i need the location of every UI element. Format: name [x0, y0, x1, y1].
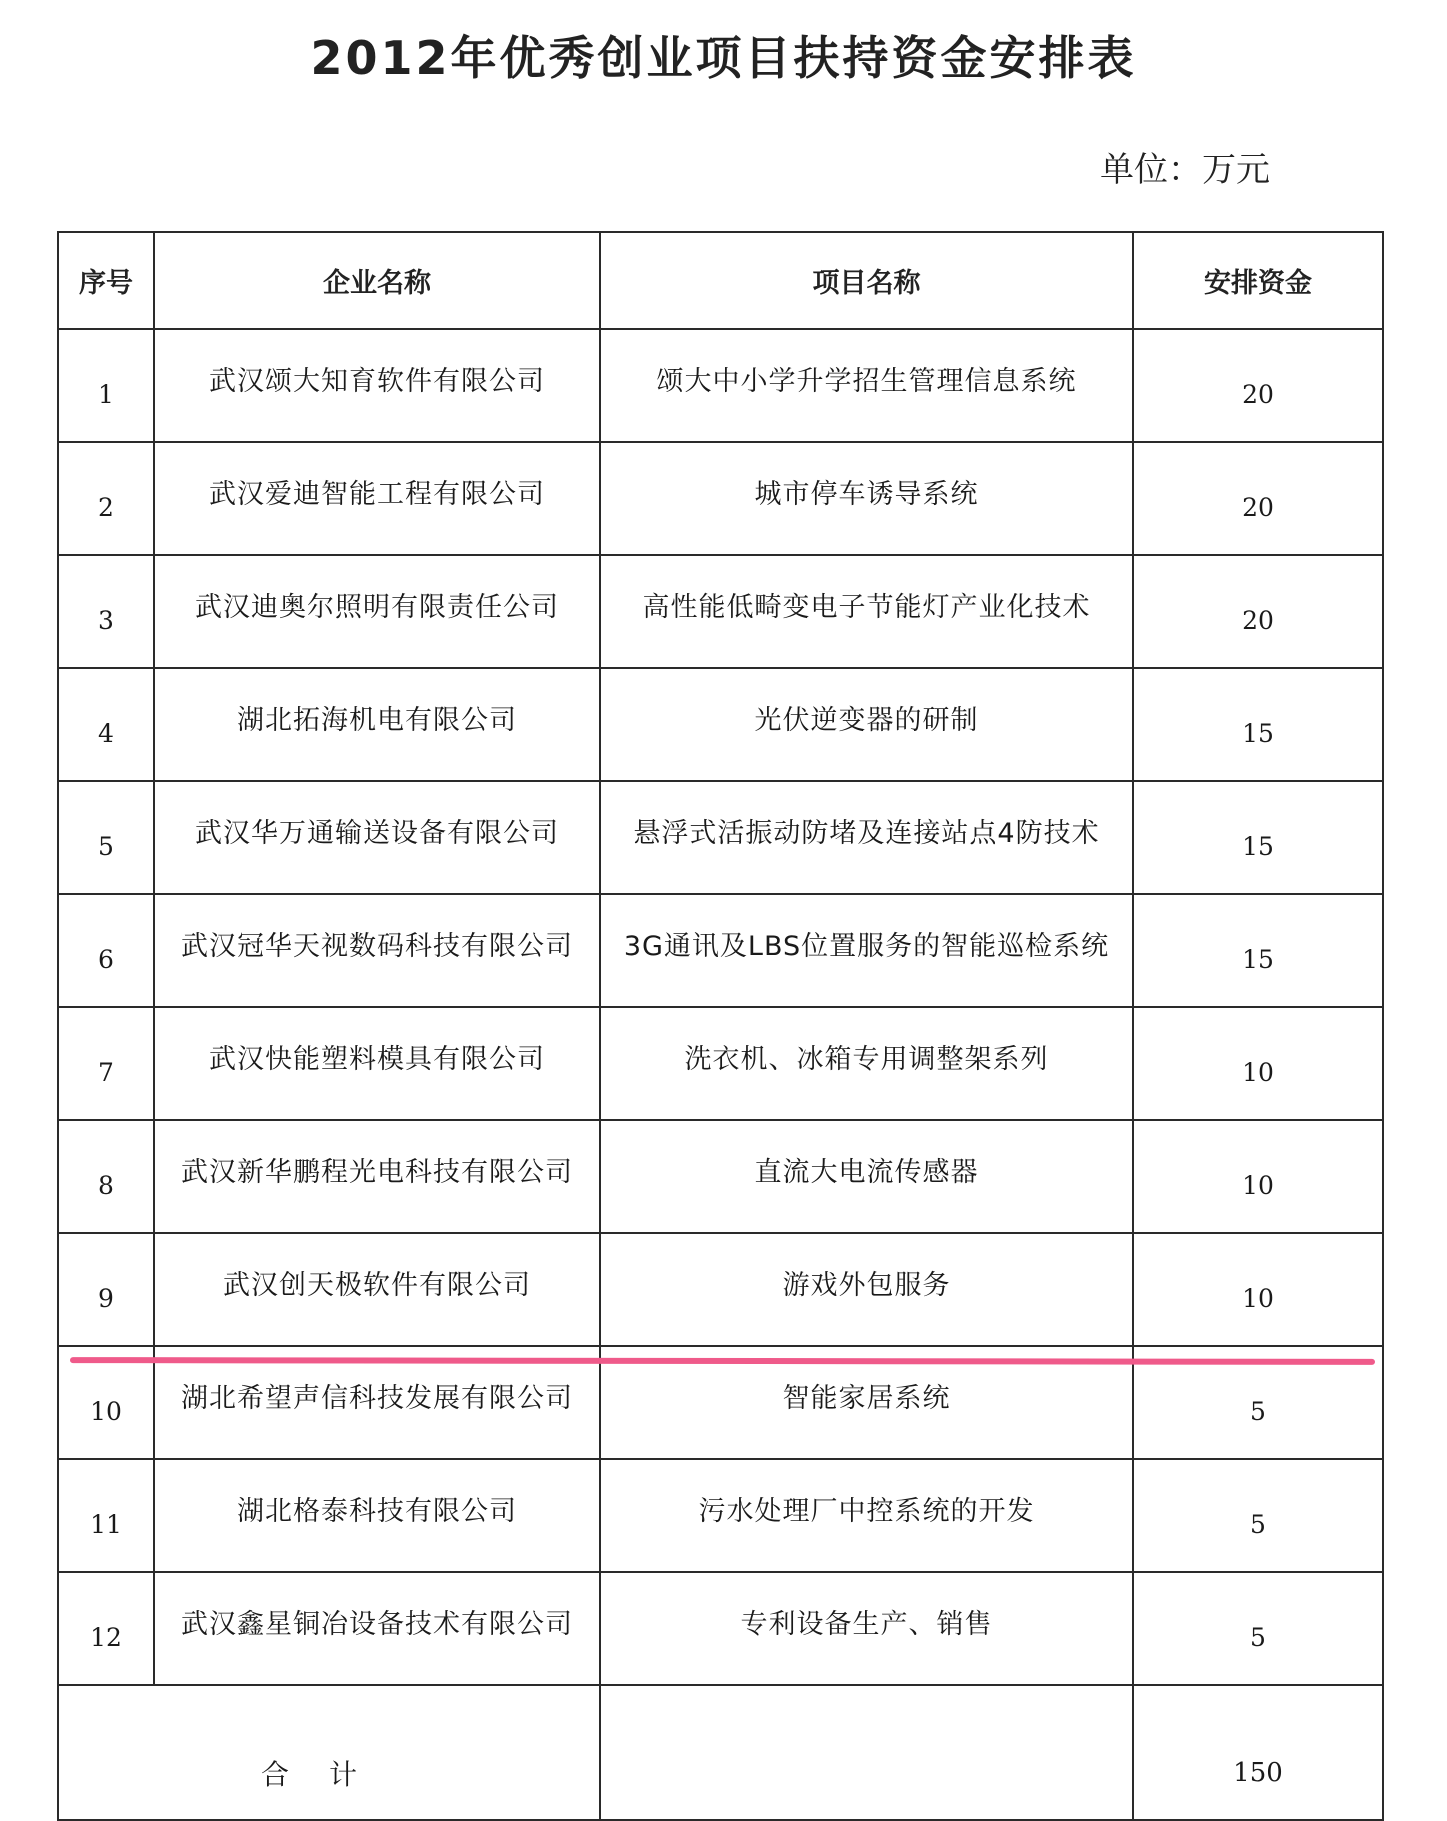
total-amount: 150: [1133, 1685, 1383, 1820]
project-name: 3G通讯及LBS位置服务的智能巡检系统: [600, 894, 1133, 1007]
company-name: 武汉爱迪智能工程有限公司: [154, 442, 600, 555]
funding-amount: 5: [1133, 1459, 1383, 1572]
funding-amount: 15: [1133, 781, 1383, 894]
funding-amount: 5: [1133, 1346, 1383, 1459]
funding-amount: 20: [1133, 555, 1383, 668]
company-name: 武汉冠华天视数码科技有限公司: [154, 894, 600, 1007]
table-row: [58, 442, 1383, 555]
header-company: 企业名称: [154, 232, 600, 329]
funding-amount: 15: [1133, 894, 1383, 1007]
row-number: 4: [58, 668, 154, 781]
header-no: 序号: [58, 232, 154, 329]
project-name: 污水处理厂中控系统的开发: [600, 1459, 1133, 1572]
table-row: [58, 894, 1383, 1007]
row-number: 2: [58, 442, 154, 555]
funding-amount: 15: [1133, 668, 1383, 781]
company-name: 湖北格泰科技有限公司: [154, 1459, 600, 1572]
funding-amount: 20: [1133, 442, 1383, 555]
header-row: [58, 232, 1383, 329]
project-name: 光伏逆变器的研制: [600, 668, 1133, 781]
document-title: 2012年优秀创业项目扶持资金安排表: [310, 31, 1137, 85]
unit-label: 单位：万元: [1100, 150, 1270, 190]
table-row: [58, 1120, 1383, 1233]
company-name: 湖北拓海机电有限公司: [154, 668, 600, 781]
table-row: [58, 329, 1383, 442]
table-row: [58, 555, 1383, 668]
row-number: 3: [58, 555, 154, 668]
funding-table: [57, 231, 1384, 1821]
project-name: 颂大中小学升学招生管理信息系统: [600, 329, 1133, 442]
funding-amount: 20: [1133, 329, 1383, 442]
company-name: 武汉迪奥尔照明有限责任公司: [154, 555, 600, 668]
company-name: 武汉华万通输送设备有限公司: [154, 781, 600, 894]
total-row: [58, 1685, 1383, 1820]
row-number: 7: [58, 1007, 154, 1120]
company-name: 武汉快能塑料模具有限公司: [154, 1007, 600, 1120]
funding-amount: 10: [1133, 1120, 1383, 1233]
row-number: 11: [58, 1459, 154, 1572]
project-name: 洗衣机、冰箱专用调整架系列: [600, 1007, 1133, 1120]
row-number: 6: [58, 894, 154, 1007]
company-name: 湖北希望声信科技发展有限公司: [154, 1346, 600, 1459]
table-row: [58, 1007, 1383, 1120]
header-amount: 安排资金: [1133, 232, 1383, 329]
row-number: 1: [58, 329, 154, 442]
row-number: 8: [58, 1120, 154, 1233]
funding-amount: 5: [1133, 1572, 1383, 1685]
project-name: 智能家居系统: [600, 1346, 1133, 1459]
project-name: 专利设备生产、销售: [600, 1572, 1133, 1685]
table-row: [58, 668, 1383, 781]
project-name: 城市停车诱导系统: [600, 442, 1133, 555]
company-name: 武汉新华鹏程光电科技有限公司: [154, 1120, 600, 1233]
total-project-empty: [600, 1685, 1133, 1820]
header-project: 项目名称: [600, 232, 1133, 329]
project-name: 高性能低畸变电子节能灯产业化技术: [600, 555, 1133, 668]
table-row: [58, 1233, 1383, 1346]
project-name: 直流大电流传感器: [600, 1120, 1133, 1233]
table-row: [58, 1572, 1383, 1685]
total-label: 合计: [58, 1685, 600, 1820]
project-name: 游戏外包服务: [600, 1233, 1133, 1346]
row-number: 10: [58, 1346, 154, 1459]
table-body: [58, 329, 1383, 1685]
row-number: 12: [58, 1572, 154, 1685]
company-name: 武汉颂大知育软件有限公司: [154, 329, 600, 442]
table-row: [58, 781, 1383, 894]
table-row: [58, 1459, 1383, 1572]
row-number: 5: [58, 781, 154, 894]
company-name: 武汉创天极软件有限公司: [154, 1233, 600, 1346]
funding-amount: 10: [1133, 1007, 1383, 1120]
funding-amount: 10: [1133, 1233, 1383, 1346]
project-name: 悬浮式活振动防堵及连接站点4防技术: [600, 781, 1133, 894]
row-number: 9: [58, 1233, 154, 1346]
company-name: 武汉鑫星铜冶设备技术有限公司: [154, 1572, 600, 1685]
